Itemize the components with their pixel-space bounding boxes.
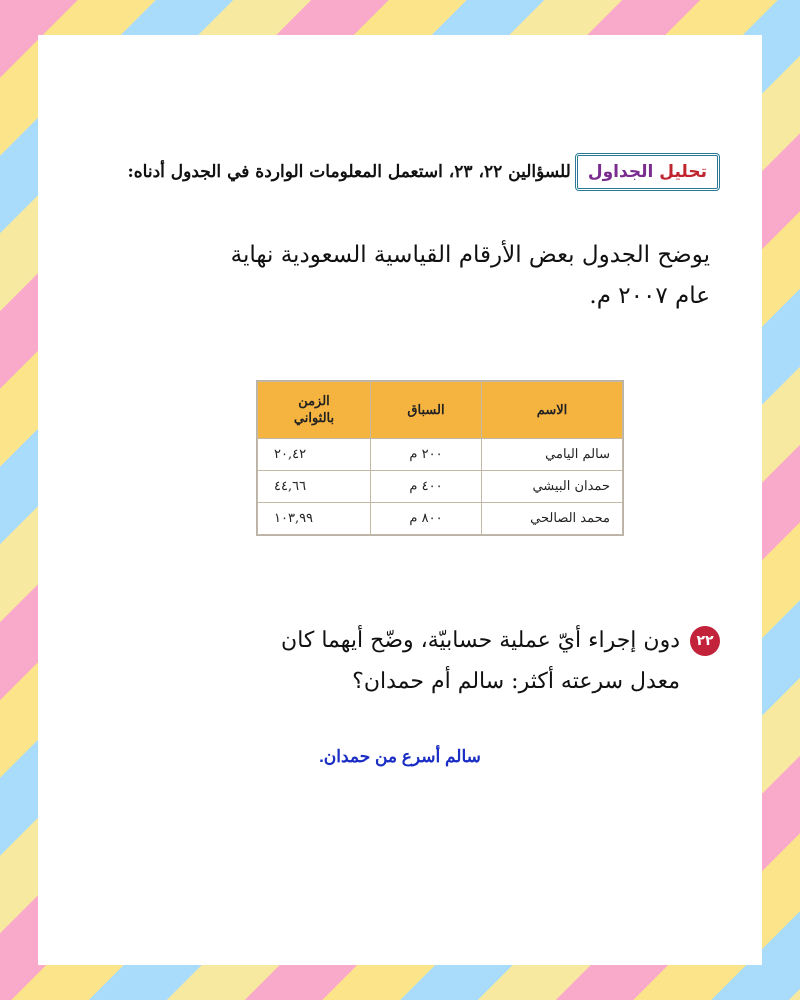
header-time-line-1: الزمن (298, 394, 330, 409)
question-number-badge: ٢٢ (690, 626, 720, 656)
topic-tag (575, 153, 720, 191)
records-table (257, 381, 623, 535)
header-time (258, 382, 371, 439)
worksheet-page (38, 35, 762, 965)
table-description (190, 235, 710, 317)
question-line-1: دون إجراء أيّ عملية حسابيّة، وضّح أيهما كان (281, 628, 680, 653)
cell-name: سالم اليامي (482, 439, 623, 471)
question-text (281, 620, 680, 702)
question-line-2: معدل سرعته أكثر: سالم أم حمدان؟ (352, 669, 680, 694)
table-row (258, 439, 623, 471)
cell-time: ١٠٣,٩٩ (258, 503, 371, 535)
description-line-1: يوضح الجدول بعض الأرقام القياسية السعودية نهاية (230, 242, 710, 268)
header-name: الاسم (482, 382, 623, 439)
description-line-2: عام ٢٠٠٧ م. (589, 283, 710, 309)
topic-tag-word-1: تحليل (659, 162, 707, 182)
cell-name: محمد الصالحي (482, 503, 623, 535)
topic-tag-word-2: الجداول (587, 162, 654, 182)
table-row (258, 503, 623, 535)
answer-text: سالم أسرع من حمدان. (319, 747, 481, 766)
header-race: السباق (371, 382, 482, 439)
cell-race: ٨٠٠ م (371, 503, 482, 535)
table-header-row (258, 382, 623, 439)
cell-race: ٤٠٠ م (371, 471, 482, 503)
cell-time: ٢٠,٤٢ (258, 439, 371, 471)
table-row (258, 471, 623, 503)
cell-name: حمدان البيشي (482, 471, 623, 503)
header-time-line-2: بالثواني (293, 411, 335, 426)
cell-race: ٢٠٠ م (371, 439, 482, 471)
intro-line (80, 153, 720, 191)
intro-text: للسؤالين ٢٢، ٢٣، استعمل المعلومات الواردة في الجدول أدناه: (127, 162, 571, 182)
question-22 (200, 620, 720, 702)
cell-time: ٤٤,٦٦ (258, 471, 371, 503)
